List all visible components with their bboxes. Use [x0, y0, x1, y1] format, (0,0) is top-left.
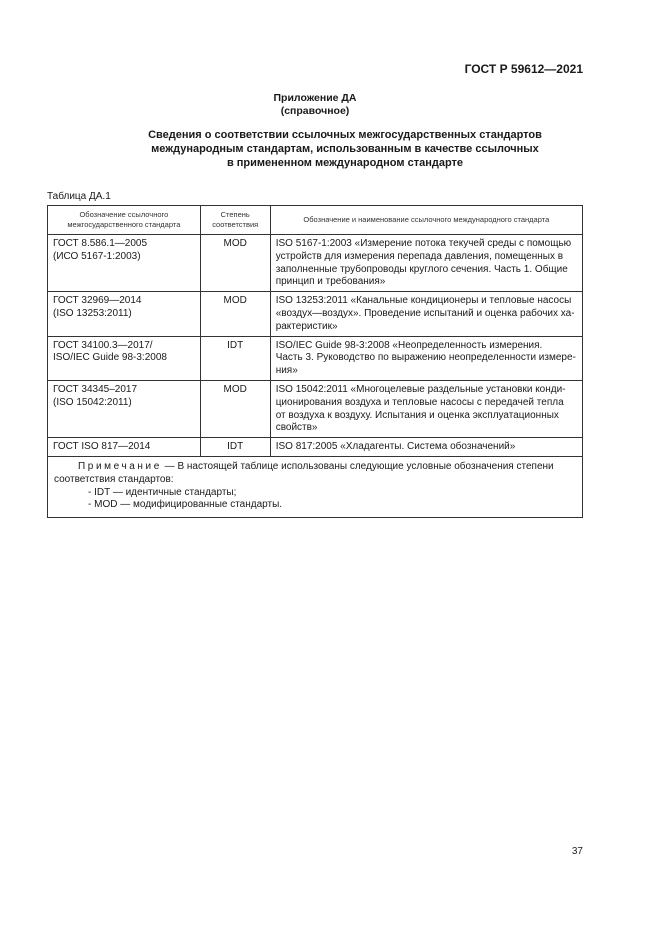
- cell-international: ISO 15042:2011 «Многоцелевые раздельные установки конди- ционирования воздуха и тепловые насосы с передачей тепла от воздуха к воздуху. Испытания и оценка эксплуатационных свойств»: [270, 380, 582, 437]
- table-header-row: [48, 206, 583, 235]
- annex-subtitle: (справочное): [280, 105, 350, 117]
- cell-standard: ГОСТ ISO 817—2014: [48, 438, 201, 457]
- table-note-row: [48, 456, 583, 517]
- section-title-line: международным стандартам, использованным в качестве ссылочных: [151, 143, 539, 155]
- header-standard: Обозначение ссылочного межгосударственного стандарта: [48, 206, 201, 235]
- table-row: [48, 235, 583, 292]
- cell-degree: MOD: [200, 235, 270, 292]
- cell-standard: ГОСТ 34100.3—2017/ ISO/IEC Guide 98-3:2008: [48, 336, 201, 380]
- table-label: Таблица ДА.1: [47, 191, 111, 202]
- annex-title: Приложение ДА: [273, 92, 357, 104]
- cell-degree: MOD: [200, 292, 270, 336]
- cell-standard: ГОСТ 34345–2017 (ISO 15042:2011): [48, 380, 201, 437]
- note-text-continued: соответствия стандартов:: [54, 473, 174, 485]
- note-text: Примечание — В настоящей таблице использованы следующие условные обозначения степени: [78, 460, 554, 472]
- table-row: [48, 336, 583, 380]
- table-note: [48, 456, 583, 517]
- cell-degree: MOD: [200, 380, 270, 437]
- cell-international: ISO 5167-1:2003 «Измерение потока текучей среды с помощью устройств для измерения перепада давления, помещенных в заполненные трубопроводы круглого сечения. Часть 1. Общие принцип и требования»: [270, 235, 582, 292]
- section-title-line: в примененном международном стандарте: [226, 157, 464, 169]
- table-row: [48, 380, 583, 437]
- section-title-line: Сведения о соответствии ссылочных межгосударственных стандартов: [148, 129, 542, 141]
- cell-international: ISO 13253:2011 «Канальные кондиционеры и тепловые насосы «воздух—воздух». Проведение испытаний и оценка рабочих ха- рактеристик»: [270, 292, 582, 336]
- cell-international: ISO 817:2005 «Хладагенты. Система обозначений»: [270, 438, 582, 457]
- note-item: - IDT — идентичные стандарты;: [88, 486, 237, 498]
- table-row: [48, 438, 583, 457]
- page-number: 37: [571, 846, 583, 857]
- note-item: - MOD — модифицированные стандарты.: [88, 499, 283, 511]
- cell-standard: ГОСТ 32969—2014 (ISO 13253:2011): [48, 292, 201, 336]
- correspondence-table: [47, 205, 583, 518]
- table-row: [48, 292, 583, 336]
- cell-degree: IDT: [200, 336, 270, 380]
- section-title: [60, 128, 630, 170]
- header-international: Обозначение и наименование ссылочного международного стандарта: [270, 206, 582, 235]
- document-code: ГОСТ Р 59612—2021: [464, 62, 583, 76]
- cell-international: ISO/IEC Guide 98-3:2008 «Неопределенность измерения. Часть 3. Руководство по выражению неопределенности измере- ния»: [270, 336, 582, 380]
- note-label: Примечание: [78, 460, 162, 472]
- header-degree: Степень соответствия: [200, 206, 270, 235]
- cell-degree: IDT: [200, 438, 270, 457]
- cell-standard: ГОСТ 8.586.1—2005 (ИСО 5167-1:2003): [48, 235, 201, 292]
